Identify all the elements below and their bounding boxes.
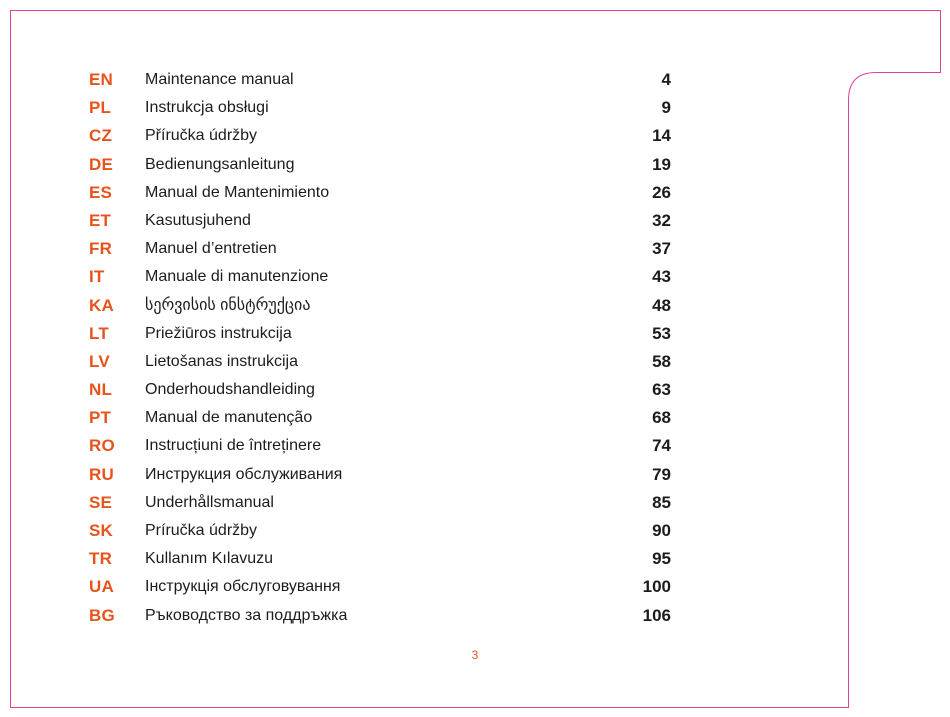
page-number: 95 xyxy=(652,549,671,569)
toc-row-es[interactable] xyxy=(89,179,671,207)
language-code: KA xyxy=(89,295,114,315)
toc-row-ua[interactable] xyxy=(89,573,671,601)
toc-row-pl[interactable] xyxy=(89,94,671,122)
manual-title: Lietošanas instrukcija xyxy=(145,352,298,370)
page-number: 9 xyxy=(661,98,671,118)
page-number: 14 xyxy=(652,126,671,146)
toc-row-pt[interactable] xyxy=(89,404,671,432)
toc-row-sk[interactable] xyxy=(89,517,671,545)
language-code: LT xyxy=(89,323,109,343)
manual-title: Інструкція обслуговування xyxy=(145,578,341,596)
page-number: 53 xyxy=(652,323,671,343)
page-number: 68 xyxy=(652,408,671,428)
table-of-contents xyxy=(89,66,671,630)
toc-row-en[interactable] xyxy=(89,66,671,94)
language-code: FR xyxy=(89,239,113,259)
language-code: EN xyxy=(89,70,114,89)
page-number: 100 xyxy=(642,577,671,597)
language-code: BG xyxy=(89,605,115,625)
page-number: 4 xyxy=(661,70,671,89)
language-code: RU xyxy=(89,464,114,484)
manual-title: Manuale di manutenzione xyxy=(145,268,329,286)
language-code: TR xyxy=(89,549,113,569)
manual-title: Príručka údržby xyxy=(145,522,258,539)
language-code: DE xyxy=(89,154,114,174)
page-number: 37 xyxy=(652,239,671,259)
toc-row-tr[interactable] xyxy=(89,545,671,573)
page-number: 74 xyxy=(652,436,671,456)
toc-row-lv[interactable] xyxy=(89,348,671,376)
toc-row-ru[interactable] xyxy=(89,461,671,489)
language-code: SE xyxy=(89,492,113,512)
page-folio-number: 3 xyxy=(471,648,479,662)
language-code: NL xyxy=(89,380,113,400)
manual-title: Instrucțiuni de întreținere xyxy=(145,437,322,455)
page-number: 32 xyxy=(652,210,671,230)
language-code: IT xyxy=(89,267,105,287)
language-code: LV xyxy=(89,351,110,371)
manual-title: Manual de Mantenimiento xyxy=(145,183,330,201)
manual-title: Instrukcja obsługi xyxy=(145,99,269,117)
toc-row-et[interactable] xyxy=(89,207,671,235)
manual-title: Manual de manutenção xyxy=(145,409,313,427)
page-number: 43 xyxy=(652,267,671,287)
toc-row-fr[interactable] xyxy=(89,235,671,263)
page-number: 19 xyxy=(652,154,671,174)
page-number: 26 xyxy=(652,182,671,202)
manual-title: Ръководство за поддръжка xyxy=(145,606,348,624)
language-code: RO xyxy=(89,436,115,456)
toc-row-nl[interactable] xyxy=(89,376,671,404)
toc-row-ka[interactable] xyxy=(89,292,671,320)
manual-title: სერვისის ინსტრუქცია xyxy=(145,296,311,314)
manual-title: Priežiūros instrukcija xyxy=(145,324,292,342)
toc-row-ro[interactable] xyxy=(89,432,671,460)
page-number: 85 xyxy=(652,492,671,512)
language-code: PL xyxy=(89,98,112,118)
manual-title: Underhållsmanual xyxy=(145,493,274,511)
page-number: 58 xyxy=(652,351,671,371)
language-code: ET xyxy=(89,210,112,230)
toc-row-it[interactable] xyxy=(89,263,671,291)
language-code: PT xyxy=(89,408,112,428)
page-number: 90 xyxy=(652,521,671,540)
manual-title: Инструкция обслуживания xyxy=(145,465,343,483)
page-number: 79 xyxy=(652,464,671,484)
toc-row-lt[interactable] xyxy=(89,320,671,348)
toc-row-bg[interactable] xyxy=(89,602,671,630)
page-number: 63 xyxy=(652,380,671,400)
toc-row-de[interactable] xyxy=(89,151,671,179)
manual-title: Onderhoudshandleiding xyxy=(145,381,315,399)
manual-title: Manuel d’entretien xyxy=(145,240,277,258)
language-code: ES xyxy=(89,182,113,202)
manual-title: Příručka údržby xyxy=(145,127,258,145)
language-code: UA xyxy=(89,577,114,597)
manual-title: Kasutusjuhend xyxy=(145,211,251,229)
manual-title: Kullanım Kılavuzu xyxy=(145,550,274,568)
page-number: 106 xyxy=(642,605,671,625)
page-number: 48 xyxy=(652,295,671,315)
toc-row-se[interactable] xyxy=(89,489,671,517)
manual-title: Bedienungsanleitung xyxy=(145,155,295,173)
toc-row-cz[interactable] xyxy=(89,122,671,150)
language-code: CZ xyxy=(89,126,113,146)
manual-title: Maintenance manual xyxy=(145,71,294,88)
language-code: SK xyxy=(89,521,114,540)
